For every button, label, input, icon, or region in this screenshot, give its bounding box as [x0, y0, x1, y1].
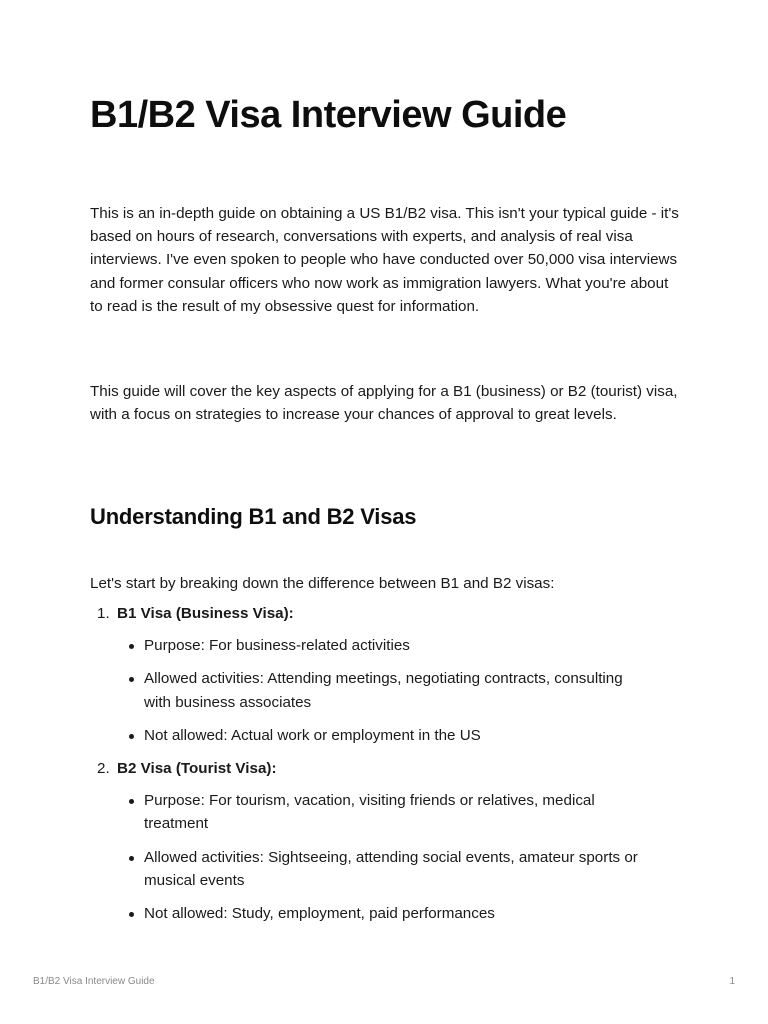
list-item-text: Allowed activities: Attending meetings, negotiating contracts, consulting with business associates [144, 670, 623, 711]
intro-paragraph: This guide will cover the key aspects of applying for a B1 (business) or B2 (tourist) visa, with a focus on strategies to increase your chances of approval to great levels. [90, 383, 678, 424]
bullet-icon [129, 912, 134, 917]
footer-document-title: B1/B2 Visa Interview Guide [33, 976, 155, 987]
visa-details-list [117, 789, 680, 925]
list-number: 2. [97, 760, 110, 778]
visa-type-item-b2 [90, 757, 680, 925]
list-item-text: Purpose: For tourism, vacation, visiting friends or relatives, medical treatment [144, 792, 595, 833]
list-item [117, 667, 644, 713]
list-item [117, 634, 644, 657]
list-item [117, 846, 644, 892]
list-item [117, 902, 644, 925]
intro-paragraph: This is an in-depth guide on obtaining a US B1/B2 visa. This isn't your typical guide - it's based on hours of research, conversations with experts, and analysis of real visa interviews. I've even spoken to people who have conducted over 50,000 visa interviews and former consular officers who now work as immigration lawyers. What you're about to read is the result of my obsessive quest for information. [90, 205, 679, 315]
list-item [117, 724, 644, 747]
section-heading: Understanding B1 and B2 Visas [90, 504, 417, 529]
list-item-text: Purpose: For business-related activities [144, 637, 410, 655]
bullet-icon [129, 856, 134, 861]
visa-details-list [117, 634, 680, 747]
section-lead-paragraph: Let's start by breaking down the difference between B1 and B2 visas: [90, 575, 555, 592]
document-title: B1/B2 Visa Interview Guide [90, 94, 567, 136]
bullet-icon [129, 799, 134, 804]
bullet-icon [129, 734, 134, 739]
visa-types-list [90, 602, 680, 935]
list-item [117, 789, 644, 835]
list-item-text: Not allowed: Actual work or employment in the US [144, 726, 481, 744]
bullet-icon [129, 677, 134, 682]
visa-type-heading: B1 Visa (Business Visa): [117, 605, 294, 622]
list-item-text: Not allowed: Study, employment, paid performances [144, 905, 495, 923]
list-number: 1. [97, 605, 110, 622]
footer-page-number: 1 [729, 976, 735, 987]
visa-type-heading: B2 Visa (Tourist Visa): [117, 760, 277, 778]
visa-type-item-b1 [90, 602, 680, 747]
bullet-icon [129, 644, 134, 649]
list-item-text: Allowed activities: Sightseeing, attending social events, amateur sports or musical events [144, 848, 638, 889]
